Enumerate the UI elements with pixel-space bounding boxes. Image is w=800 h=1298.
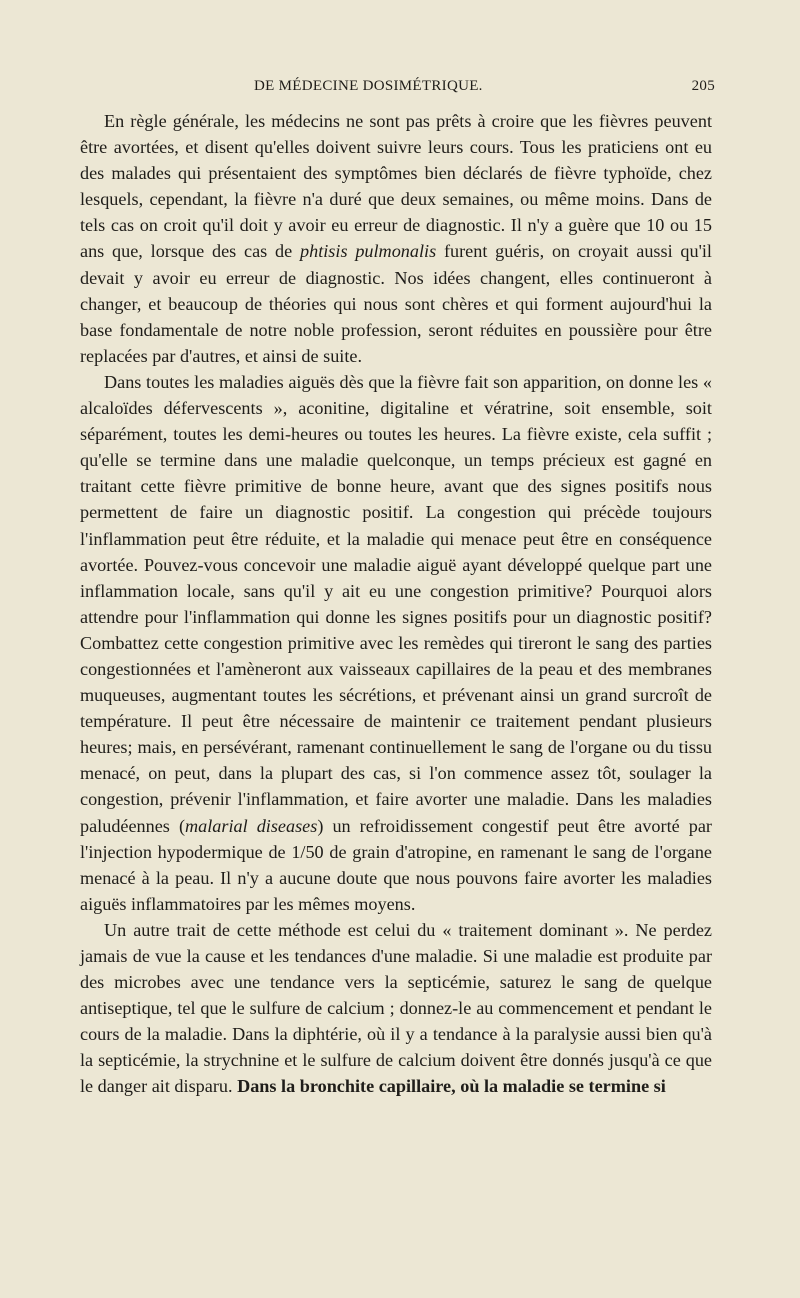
- running-header: [80, 78, 715, 102]
- paragraph-2-text-a: Dans toutes les maladies aiguës dès que la fièvre fait son apparition, on donne les « alcaloïdes défervescents », aconitine, digitaline et vératrine, soit ensemble, soit séparément, toutes les demi-heures ou toutes les heures. La fièvre existe, cela suffit ; qu'elle se termine dans une maladie quelconque, un temps précieux est gagné en traitant cette fièvre primitive de bonne heure, avant que des signes positifs nous permettent de faire un diagnostic positif. La congestion qui précède toujours l'inflammation peut être réduite, et la maladie qui menace peut être en conséquence avortée. Pouvez-vous concevoir une maladie aiguë ayant développé quelque part une inflammation locale, sans qu'il y ait eu une congestion primitive? Pourquoi alors attendre pour l'inflammation qui donne les signes positifs pour un diagnostic positif? Combattez cette congestion primitive avec les remèdes qui tireront le sang des parties congestionnées et l'amèneront aux vaisseaux capillaires de la peau et des membranes muqueuses, augmentant toutes les sécrétions, et prévenant ainsi un grand surcroît de température. Il peut être nécessaire de maintenir ce traitement pendant plusieurs heures; mais, en persévérant, ramenant continuellement le sang de l'organe ou du tissu menacé, on peut, dans la plupart des cas, si l'on commence assez tôt, soulager la congestion, prévenir l'inflammation, et faire avorter une maladie. Dans les maladies paludéennes (: [80, 371, 712, 836]
- page-number: 205: [691, 78, 715, 94]
- paragraph-1-text-b: furent guéris, on croyait aussi qu'il devait y avoir eu erreur de diagnostic. Nos idées changent, elles continueront à changer, et beaucoup de théories qui nous sont chères et qui forment aujourd'hui la base fondamentale de notre noble profession, seront réduites en poussière pour être replacées par d'autres, et ainsi de suite.: [80, 241, 712, 366]
- paragraph-3: [80, 917, 712, 1100]
- running-title: DE MÉDECINE DOSIMÉTRIQUE.: [254, 78, 483, 94]
- paragraph-2: [80, 369, 712, 917]
- english-term-malarial: malarial diseases: [185, 815, 318, 836]
- paragraph-1: [80, 108, 712, 369]
- latin-term-phtisis: phtisis pulmonalis: [300, 241, 437, 262]
- paragraph-1-text-a: En règle générale, les médecins ne sont pas prêts à croire que les fièvres peuvent être avortées, et disent qu'elles doivent suivre leurs cours. Tous les praticiens ont eu des malades qui présentaient des symptômes bien déclarés de fièvre typhoïde, chez lesquels, cependant, la fièvre n'a duré que deux semaines, ou même moins. Dans de tels cas on croit qu'il doit y avoir eu erreur de diagnostic. Il n'y a guère que 10 ou 15 ans que, lorsque des cas de: [80, 111, 712, 262]
- paragraph-3-text-a: Un autre trait de cette méthode est celui du « traitement dominant ». Ne perdez jamais de vue la cause et les tendances d'une maladie. Si une maladie est produite par des microbes avec une tendance vers la septicémie, saturez le sang de quelque antiseptique, tel que le sulfure de calcium ; donnez-le au commencement et pendant le cours de la maladie. Dans la diphtérie, où il y a tendance à la paralysie aussi bien qu'à la septicémie, la strychnine et le sulfure de calcium doivent être donnés jusqu'à ce que le danger ait disparu.: [80, 919, 712, 1097]
- paragraph-3-bold-tail: Dans la bronchite capillaire, où la maladie se termine si: [237, 1076, 666, 1097]
- paragraph-2-text-b: ) un refroidissement congestif peut être avorté par l'injection hypodermique de 1/50 de grain d'atropine, en ramenant le sang de l'organe menacé à la peau. Il n'y a aucune doute que nous pouvons faire avorter les maladies aiguës inflammatoires par les mêmes moyens.: [80, 815, 712, 914]
- body-text: [80, 108, 712, 1100]
